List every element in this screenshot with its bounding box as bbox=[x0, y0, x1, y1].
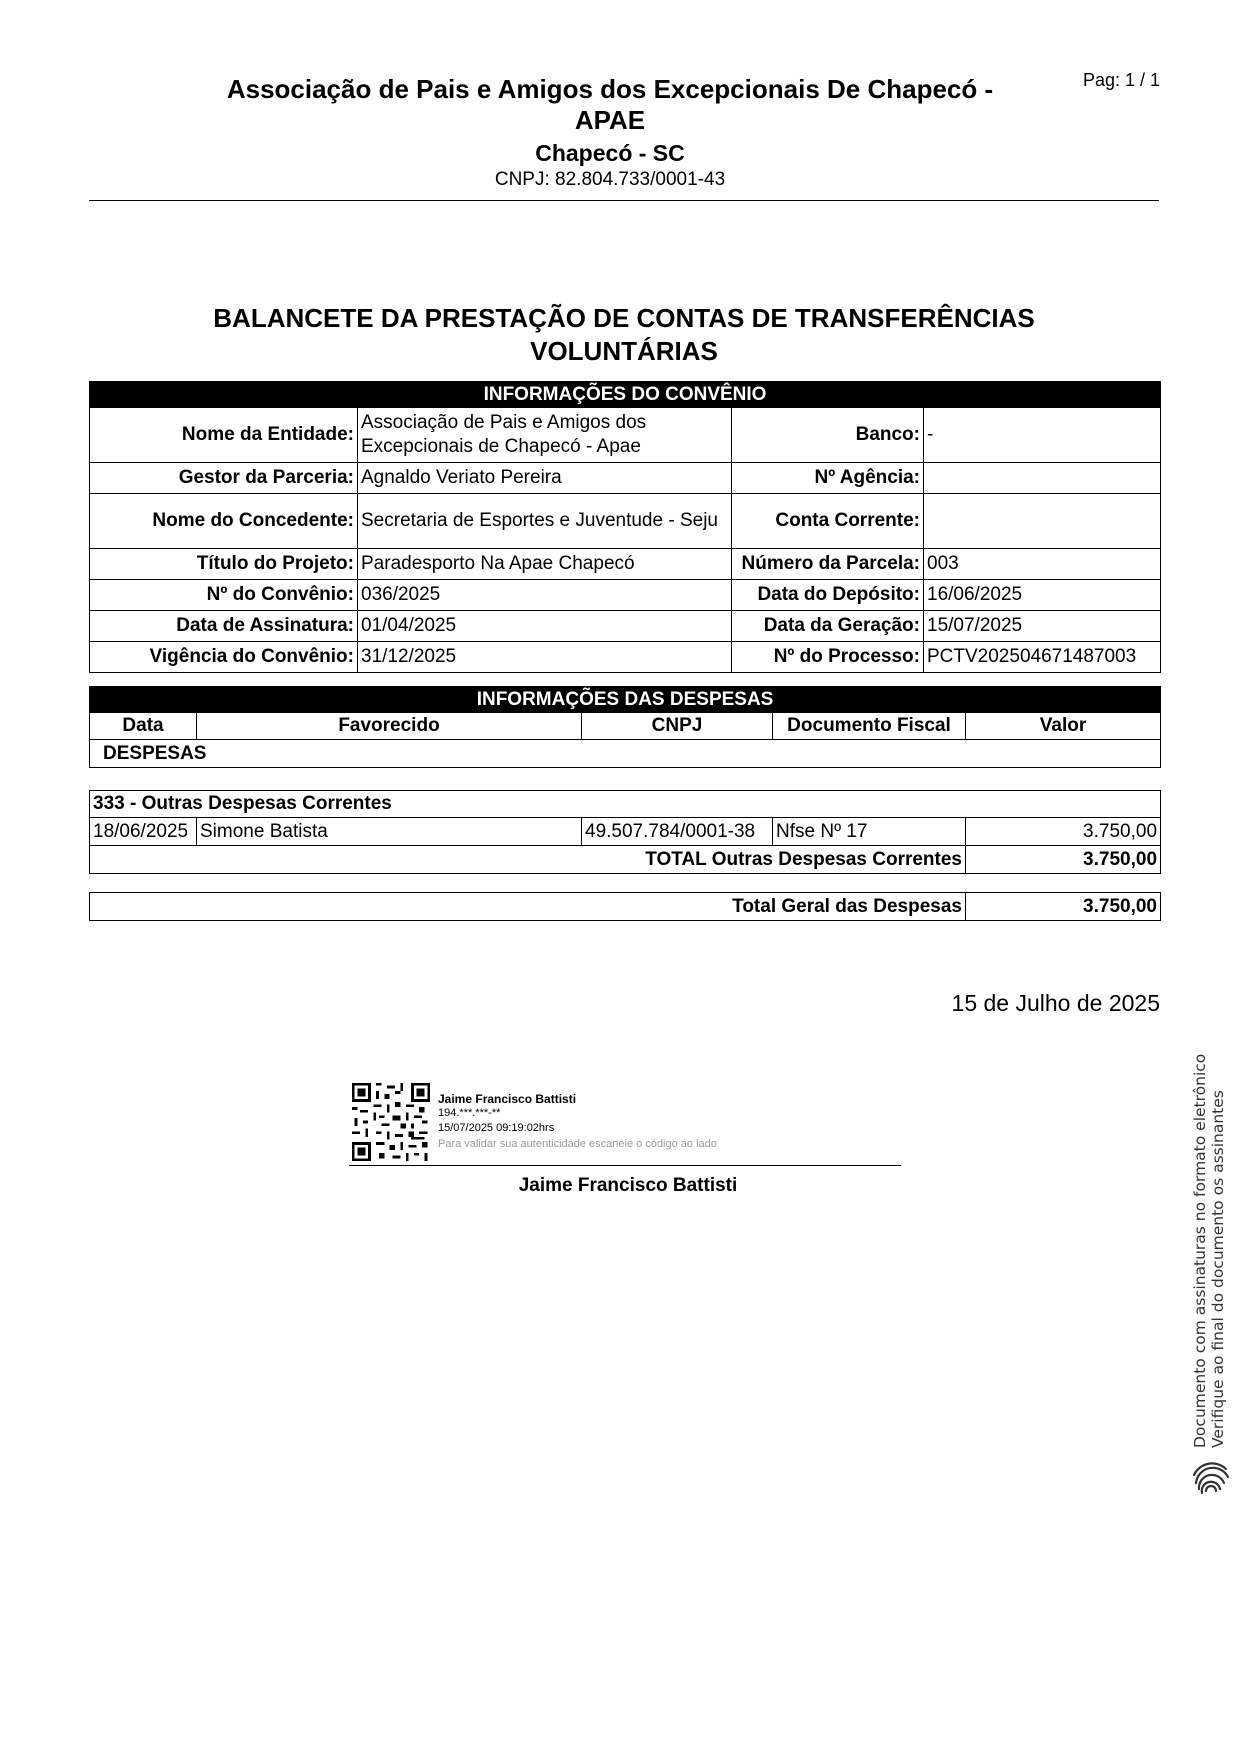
cell-data: 18/06/2025 bbox=[90, 818, 197, 846]
organization-name bbox=[180, 74, 1040, 136]
group-label: 333 - Outras Despesas Correntes bbox=[90, 791, 1161, 818]
grand-total-label: Total Geral das Despesas bbox=[90, 893, 966, 921]
side-note-line2: Verifique ao final do documento os assinantes bbox=[1209, 1090, 1227, 1448]
organization-name-line1: Associação de Pais e Amigos dos Excepcionais De Chapecó - bbox=[226, 74, 994, 104]
table-row bbox=[90, 818, 1161, 846]
convenio-banner: INFORMAÇÕES DO CONVÊNIO bbox=[90, 382, 1161, 408]
side-note-line1: Documento com assinaturas no formato eletrônico bbox=[1191, 1053, 1209, 1448]
value-nome-entidade: Associação de Pais e Amigos dos Excepcionais de Chapecó - Apae bbox=[358, 408, 732, 463]
value-numero-parcela: 003 bbox=[924, 549, 1161, 580]
grand-total-row bbox=[90, 893, 1161, 921]
label-numero-parcela: Número da Parcela: bbox=[732, 549, 924, 580]
value-gestor-parceria: Agnaldo Veriato Pereira bbox=[358, 463, 732, 494]
label-nome-concedente: Nome do Concedente: bbox=[90, 494, 358, 549]
despesas-group-table bbox=[89, 790, 1161, 874]
signature-validate-text: Para validar sua autenticidade escaneie o código ao lado bbox=[438, 1138, 717, 1150]
organization-city: Chapecó - SC bbox=[535, 140, 685, 166]
group-total-row bbox=[90, 846, 1161, 874]
electronic-signature-note bbox=[1190, 1045, 1230, 1495]
convenio-row bbox=[90, 642, 1161, 673]
label-agencia: Nº Agência: bbox=[732, 463, 924, 494]
value-vigencia-convenio: 31/12/2025 bbox=[358, 642, 732, 673]
label-titulo-projeto: Título do Projeto: bbox=[90, 549, 358, 580]
column-header-documento-fiscal: Documento Fiscal bbox=[773, 713, 966, 740]
document-title-line2: VOLUNTÁRIAS bbox=[530, 336, 718, 366]
cell-favorecido: Simone Batista bbox=[197, 818, 582, 846]
value-agencia bbox=[924, 463, 1161, 494]
despesas-column-headers bbox=[90, 713, 1161, 740]
convenio-row bbox=[90, 408, 1161, 463]
organization-name-line2: APAE bbox=[574, 105, 646, 135]
column-header-cnpj: CNPJ bbox=[582, 713, 773, 740]
label-data-assinatura: Data de Assinatura: bbox=[90, 611, 358, 642]
value-titulo-projeto: Paradesporto Na Apae Chapecó bbox=[358, 549, 732, 580]
column-header-data: Data bbox=[90, 713, 197, 740]
grand-total-table bbox=[89, 892, 1161, 921]
convenio-row bbox=[90, 580, 1161, 611]
despesas-banner: INFORMAÇÕES DAS DESPESAS bbox=[90, 687, 1161, 713]
page-number: Pag: 1 / 1 bbox=[1082, 70, 1160, 90]
value-numero-processo: PCTV202504671487003 bbox=[924, 642, 1161, 673]
column-header-favorecido: Favorecido bbox=[197, 713, 582, 740]
convenio-row bbox=[90, 549, 1161, 580]
column-header-valor: Valor bbox=[966, 713, 1161, 740]
grand-total-value: 3.750,00 bbox=[966, 893, 1161, 921]
label-nome-entidade: Nome da Entidade: bbox=[90, 408, 358, 463]
cell-documento-fiscal: Nfse Nº 17 bbox=[773, 818, 966, 846]
value-conta-corrente bbox=[924, 494, 1161, 549]
despesas-section-label: DESPESAS bbox=[90, 740, 1161, 768]
label-numero-convenio: Nº do Convênio: bbox=[90, 580, 358, 611]
label-banco: Banco: bbox=[732, 408, 924, 463]
label-data-geracao: Data da Geração: bbox=[732, 611, 924, 642]
convenio-row bbox=[90, 463, 1161, 494]
label-gestor-parceria: Gestor da Parceria: bbox=[90, 463, 358, 494]
signer-name-small: Jaime Francisco Battisti bbox=[438, 1092, 577, 1106]
document-date: 15 de Julho de 2025 bbox=[951, 990, 1160, 1016]
signature-timestamp: 15/07/2025 09:19:02hrs bbox=[438, 1122, 555, 1134]
signer-cpf: 194.***.***-** bbox=[438, 1107, 501, 1119]
convenio-info-table bbox=[89, 381, 1161, 673]
despesas-header-table bbox=[89, 686, 1161, 768]
label-conta-corrente: Conta Corrente: bbox=[732, 494, 924, 549]
document-title-line1: BALANCETE DA PRESTAÇÃO DE CONTAS DE TRANSFERÊNCIAS bbox=[213, 303, 1035, 333]
value-data-deposito: 16/06/2025 bbox=[924, 580, 1161, 611]
qr-code-icon bbox=[352, 1083, 430, 1161]
signer-name: Jaime Francisco Battisti bbox=[518, 1175, 738, 1196]
label-numero-processo: Nº do Processo: bbox=[732, 642, 924, 673]
value-nome-concedente: Secretaria de Esportes e Juventude - Seju bbox=[358, 494, 732, 549]
convenio-row bbox=[90, 494, 1161, 549]
cell-cnpj: 49.507.784/0001-38 bbox=[582, 818, 773, 846]
organization-cnpj: CNPJ: 82.804.733/0001-43 bbox=[494, 169, 726, 190]
document-title bbox=[89, 302, 1159, 368]
fingerprint-icon bbox=[1194, 1463, 1228, 1493]
value-numero-convenio: 036/2025 bbox=[358, 580, 732, 611]
convenio-row bbox=[90, 611, 1161, 642]
label-vigencia-convenio: Vigência do Convênio: bbox=[90, 642, 358, 673]
value-banco: - bbox=[924, 408, 1161, 463]
group-total-value: 3.750,00 bbox=[966, 846, 1161, 874]
value-data-geracao: 15/07/2025 bbox=[924, 611, 1161, 642]
label-data-deposito: Data do Depósito: bbox=[732, 580, 924, 611]
cell-valor: 3.750,00 bbox=[966, 818, 1161, 846]
value-data-assinatura: 01/04/2025 bbox=[358, 611, 732, 642]
header-divider bbox=[89, 200, 1159, 201]
signature-line bbox=[349, 1165, 901, 1166]
group-total-label: TOTAL Outras Despesas Correntes bbox=[90, 846, 966, 874]
